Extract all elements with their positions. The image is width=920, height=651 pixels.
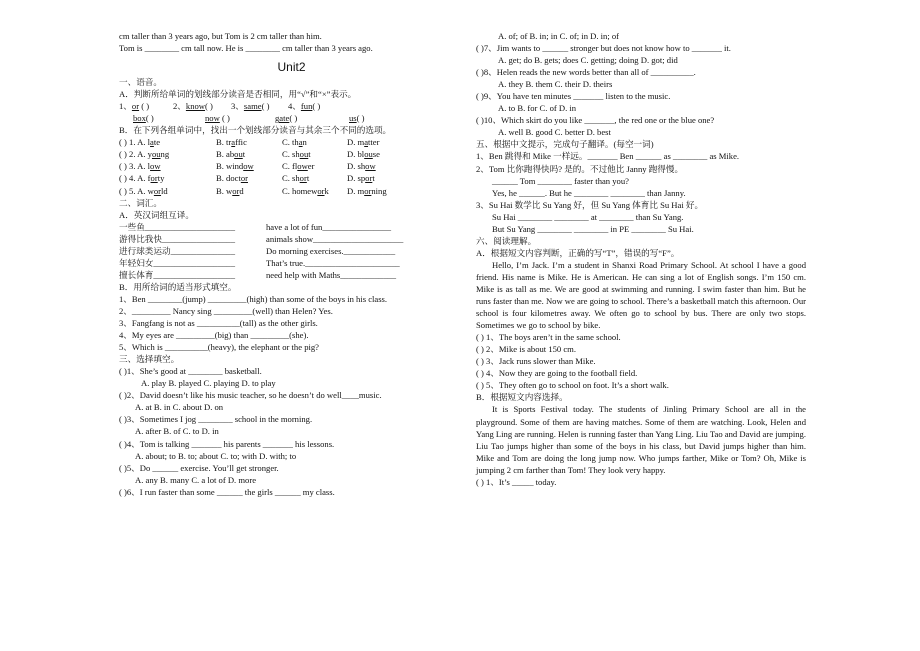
mc-options: A. they B. them C. their D. theirs: [498, 79, 613, 90]
underlined-word: us: [349, 113, 357, 124]
option-d: D. morning: [347, 185, 387, 196]
translation-en: animals show_____________________: [266, 233, 404, 244]
underlined-letters: or: [150, 173, 158, 184]
translation-item: ______ Tom ________ faster than you?: [492, 175, 629, 186]
passage-a: Hello, I’m Jack. I’m a student in Shanxi Road Primary School. At school I have a good friend. His name is Mike. He is American. He can sing a lot of English songs. I’m 150 cm. Mike is as tall as me. We are good at swimming and running. I swim faster than him. But he runs faster than me. Now we are going to school. There’s a basketball match this afternoon. Our school is four kilometres away. We often go to school by bus. There are only two stops. Sometimes we go to school by bike.: [476, 259, 806, 331]
section-subheading: B．在下列各组单词中，找出一个划线部分读音与其余三个不同的选项。: [119, 125, 392, 136]
fill-blank-item: 4、My eyes are _________(big) than _________(she).: [119, 330, 309, 341]
section-subheading: B．根据短文内容选择。: [476, 392, 568, 403]
underlined-word: box: [133, 113, 146, 124]
translation-row: [119, 233, 464, 245]
option-c: C. short: [282, 173, 310, 184]
translation-item: 1、Ben 跳得和 Mike 一样远。_______ Ben ______ as ________ as Mike.: [476, 151, 740, 162]
underlined-letters: ow: [243, 161, 254, 172]
mc-question: ( )9、You have ten minutes _______ listen to the music.: [476, 91, 671, 102]
mc-question: ( )3、Sometimes I jog ________ school in the morning.: [119, 414, 313, 425]
choice-row: [119, 148, 464, 160]
underlined-letters: a: [298, 137, 303, 148]
section-heading: 三、选择填空。: [119, 354, 180, 365]
underlined-letters: or: [299, 173, 307, 184]
underlined-word: same: [243, 101, 262, 112]
phonics-item: 2、know( ): [173, 101, 213, 112]
translation-en: That’s true.______________________: [266, 257, 400, 268]
true-false-item: ( ) 3、Jack runs slower than Mike.: [476, 356, 596, 367]
underlined-letters: ow: [150, 161, 161, 172]
option-d: D. sport: [347, 173, 375, 184]
option-b: B. traffic: [216, 137, 247, 148]
option-b: B. doctor: [216, 173, 248, 184]
phonics-item: 1、or ( ): [119, 101, 150, 112]
underlined-word: fun: [300, 101, 313, 112]
option-a: ( ) 1. A. late: [119, 137, 161, 148]
translation-item: Yes, he ______. But he ________ ________ than Janny.: [492, 187, 686, 198]
underlined-word: now: [205, 113, 220, 124]
translation-item: 2、Tom 比你跑得快吗? 是的。不过他比 Janny 跑得慢。: [476, 163, 684, 174]
option-b: B. about: [216, 149, 246, 160]
phonics-row: [119, 100, 464, 112]
option-c: C. shout: [282, 149, 311, 160]
translation-en: Do morning exercises.____________: [266, 245, 396, 256]
mc-question: ( )10、Which skirt do you like _______, the red one or the blue one?: [476, 115, 715, 126]
translation-row: [119, 257, 464, 269]
mc-options: A. about; to B. to; about C. to; with D. with; to: [135, 450, 297, 461]
underlined-word: gate: [275, 113, 290, 124]
translation-cn: 游得比我快_________________: [119, 233, 236, 244]
underlined-letters: or: [364, 185, 372, 196]
mc-options: A. of; of B. in; in C. of; in D. in; of: [498, 31, 620, 41]
section-subheading: A．英汉词组互译。: [119, 209, 194, 220]
translation-cn: 擅长体育___________________: [119, 269, 236, 280]
translation-row: [119, 269, 464, 281]
section-heading: 六、阅读理解。: [476, 235, 537, 246]
mc-options: A. well B. good C. better D. best: [498, 127, 611, 138]
phonics-item: 4、fun( ): [288, 101, 321, 112]
choice-row: [119, 160, 464, 172]
option-a: ( ) 4. A. forty: [119, 173, 165, 184]
fill-blank-item: 3、Fangfang is not as __________(tall) as the other girls.: [119, 318, 318, 329]
underlined-word: know: [185, 101, 206, 112]
true-false-item: ( ) 5、They often go to school on foot. It’s a short walk.: [476, 380, 669, 391]
option-c: C. flower: [282, 161, 315, 172]
fill-blank-item: 2、_________ Nancy sing _________(well) than Helen? Yes.: [119, 305, 333, 316]
mc-question: ( )8、Helen reads the new words better than all of __________.: [476, 67, 696, 78]
intro-line: Tom is ________ cm tall now. He is ________ cm taller than 3 years ago.: [119, 43, 373, 54]
translation-row: [119, 221, 464, 233]
mc-options: A. at B. in C. about D. on: [135, 402, 224, 413]
underlined-letters: ou: [364, 149, 373, 160]
right-column: [476, 30, 806, 488]
translation-item: Su Hai ________ ________ at ________ than Su Yang.: [492, 211, 684, 222]
section-subheading: B．用所给词的适当形式填空。: [119, 281, 237, 292]
true-false-item: ( ) 4、Now they are going to the football field.: [476, 368, 638, 379]
option-c: C. than: [282, 137, 307, 148]
underlined-word: or: [131, 101, 140, 112]
section-heading: 二、词汇。: [119, 197, 162, 208]
option-d: D. matter: [347, 137, 380, 148]
translation-en: have a lot of fun________________: [266, 221, 392, 232]
option-b: B. word: [216, 185, 244, 196]
mc-question: ( )7、Jim wants to ______ stronger but does not know how to _______ it.: [476, 43, 731, 54]
intro-line: cm taller than 3 years ago, but Tom is 2 cm taller than him.: [119, 31, 322, 41]
phonics-row: [119, 112, 464, 124]
underlined-letters: a: [364, 137, 369, 148]
mc-question: ( )6、I run faster than some ______ the girls ______ my class.: [119, 486, 335, 497]
passage-b: It is Sports Festival today. The students of Jinling Primary School are all in the playground. Some of them are having matches. Some of them are watching. Look, Helen and Yang Ling are running. Helen is running faster than Yang Ling. Liu Tao and David are jumping. Liu Tao jumps higher than some of the boys in his class, but David jumps higher than him. Mike and Tom are doing the long jump now. Who jumps farther, Mike or Tom? Oh, Mike is jumping 2 cm farther than Tom! They look very happy.: [476, 404, 806, 475]
mc-options: A. get; do B. gets; does C. getting; doing D. got; did: [498, 55, 678, 66]
phonics-item: now ( ): [205, 113, 230, 124]
option-a: ( ) 2. A. young: [119, 149, 170, 160]
fill-blank-item: 5、Which is __________(heavy), the elephant or the pig?: [119, 342, 319, 353]
translation-item: 3、Su Hai 数学比 Su Yang 好，但 Su Yang 体育比 Su Hai 好。: [476, 199, 704, 210]
section-heading: 五、根据中文提示，完成句子翻译。(每空一词): [476, 139, 654, 150]
translation-item: But Su Yang ________ ________ in PE ________ Su Hai.: [492, 223, 694, 234]
underlined-letters: ou: [234, 149, 243, 160]
translation-row: [119, 245, 464, 257]
mc-question: ( )5、Do ______ exercise. You’ll get stronger.: [119, 462, 279, 473]
left-column: [119, 30, 464, 498]
mc-question: ( ) 1、It’s _____ today.: [476, 476, 557, 487]
mc-options: A. after B. of C. to D. in: [135, 426, 219, 437]
phonics-item: gate( ): [275, 113, 298, 124]
true-false-item: ( ) 2、Mike is about 150 cm.: [476, 344, 577, 355]
option-a: ( ) 5. A. world: [119, 185, 168, 196]
underlined-letters: a: [150, 137, 154, 148]
section-heading: 一、语音。: [119, 77, 162, 88]
fill-blank-item: 1、Ben ________(jump) _________(high) than some of the boys in his class.: [119, 293, 388, 304]
translation-cn: 进行球类运动_______________: [119, 245, 236, 256]
underlined-letters: ou: [299, 149, 309, 160]
choice-row: [119, 172, 464, 184]
option-d: D. show: [347, 161, 376, 172]
section-subheading: A．判断所给单词的划线部分读音是否相同，用“√”和“×”表示。: [119, 89, 357, 100]
mc-question: ( )2、David doesn’t like his music teacher, so he doesn’t do well____music.: [119, 390, 382, 401]
option-d: D. blouse: [347, 149, 380, 160]
translation-en: need help with Maths_____________: [266, 269, 397, 280]
mc-question: ( )1、She’s good at ________ basketball.: [119, 366, 262, 377]
underlined-letters: or: [153, 185, 162, 196]
underlined-letters: a: [231, 137, 236, 148]
choice-row: [119, 185, 464, 197]
mc-options: A. to B. for C. of D. in: [498, 103, 577, 114]
true-false-item: ( ) 1、The boys aren’t in the same school.: [476, 332, 621, 343]
phonics-item: us( ): [349, 113, 365, 124]
section-subheading: A．根据短文内容判断，正确的写“T”，错误的写“F”。: [476, 247, 680, 258]
mc-options: A. play B. played C. playing D. to play: [141, 378, 276, 389]
underlined-letters: ow: [365, 161, 376, 172]
option-b: B. window: [216, 161, 254, 172]
phonics-item: 3、same( ): [231, 101, 270, 112]
mc-question: ( )4、Tom is talking _______ his parents _______ his lessons.: [119, 438, 335, 449]
underlined-letters: ou: [151, 149, 161, 160]
phonics-item: box( ): [133, 113, 154, 124]
underlined-letters: or: [240, 173, 248, 184]
mc-options: A. any B. many C. a lot of D. more: [135, 474, 257, 485]
underlined-letters: or: [232, 185, 240, 196]
translation-cn: 年轻妇女___________________: [119, 257, 236, 268]
choice-row: [119, 136, 464, 148]
underlined-letters: or: [317, 185, 325, 196]
option-a: ( ) 3. A. low: [119, 161, 161, 172]
option-c: C. homework: [282, 185, 329, 196]
underlined-letters: ow: [297, 161, 308, 172]
translation-cn: 一些鱼_____________________: [119, 221, 236, 232]
unit-title: Unit2: [277, 60, 306, 75]
underlined-letters: or: [365, 173, 373, 184]
